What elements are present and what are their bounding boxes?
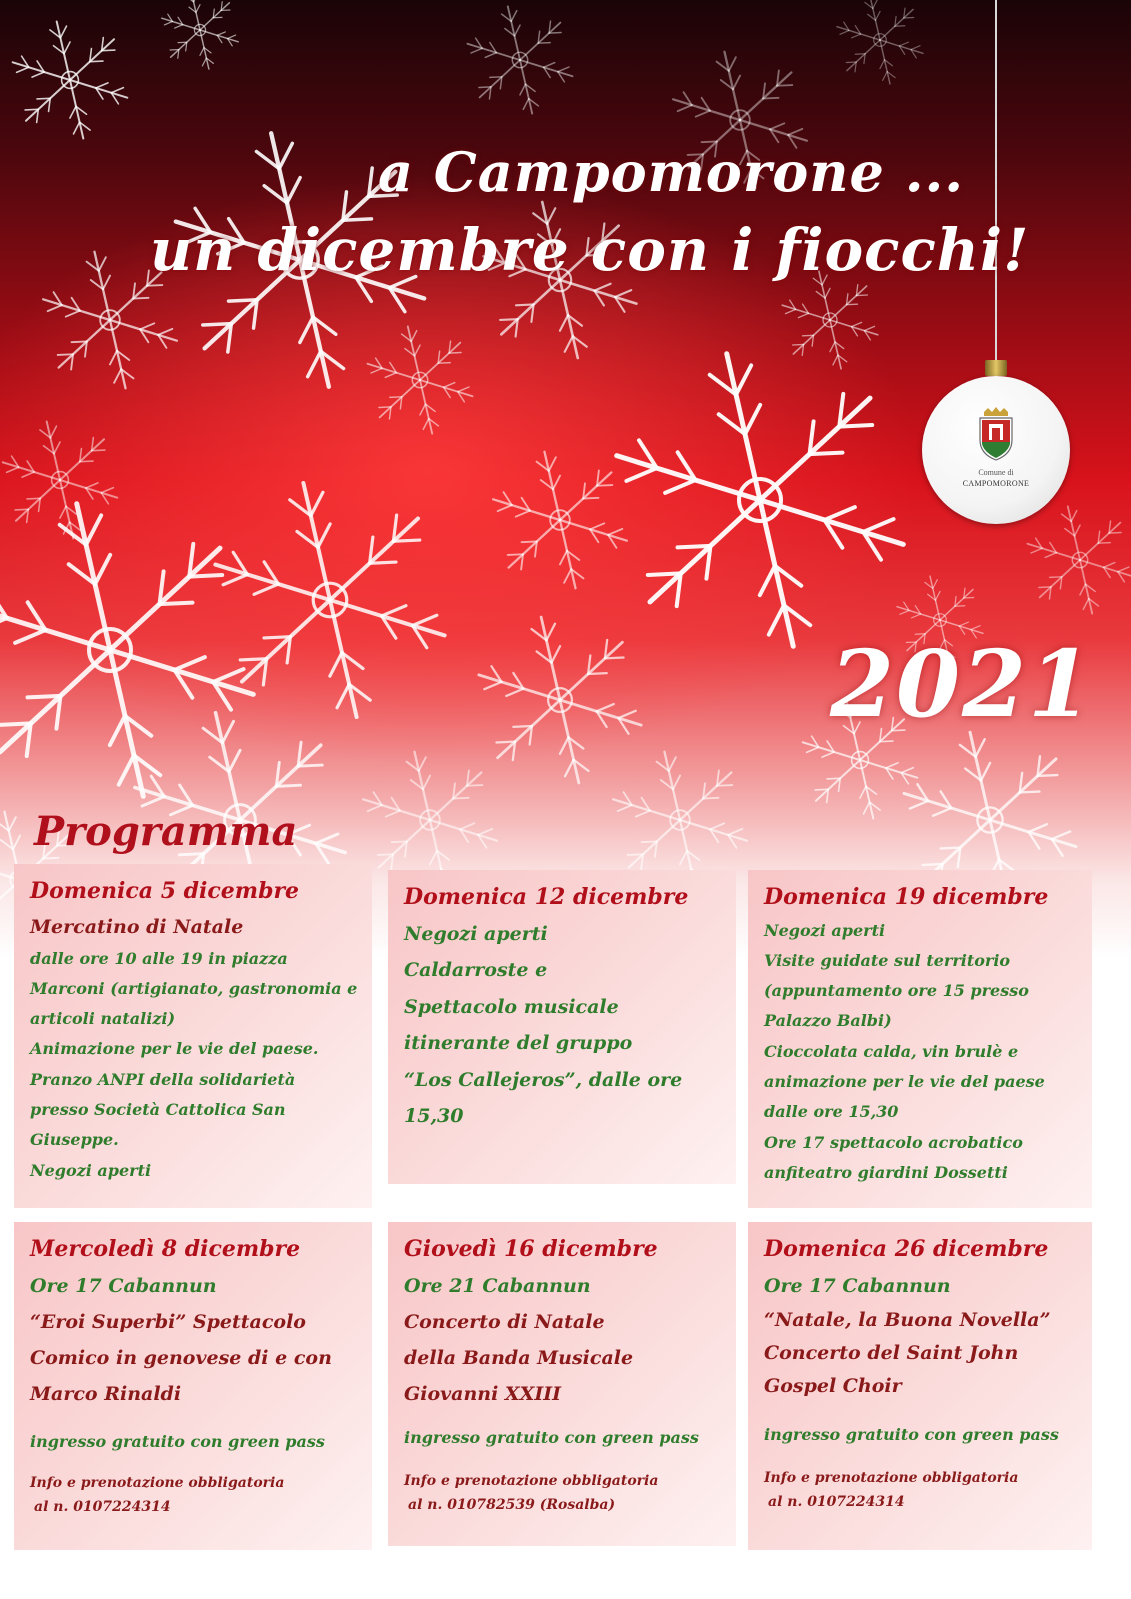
snowflake [367, 326, 472, 433]
event-line: Ore 17 spettacolo acrobatico [764, 1132, 1023, 1152]
event-line: Ore 17 Cabannun [764, 1274, 951, 1297]
event-line: Comico in genovese di e con [30, 1346, 332, 1369]
event-line: animazione per le vie del paese [764, 1071, 1045, 1091]
coat-of-arms-icon [974, 406, 1018, 462]
snowflake [782, 271, 878, 369]
event-line: Animazione per le vie del paese. [30, 1039, 319, 1059]
snowflake [162, 0, 238, 69]
event-line: Palazzo Balbi) [764, 1011, 892, 1031]
title-line-2: un dicembre con i fiocchi! [150, 216, 1030, 284]
event-line: Spettacolo musicale [404, 995, 619, 1018]
event-line: Giuseppe. [30, 1130, 119, 1150]
snowflake [493, 452, 627, 589]
event-line: articoli natalizi) [30, 1009, 176, 1029]
event-line: presso Società Cattolica San [30, 1099, 286, 1119]
programma-heading: Programma [34, 808, 298, 855]
snowflake [479, 617, 641, 783]
info-phone: al n. 010782539 (Rosalba) [408, 1496, 616, 1513]
snowflake [1027, 506, 1131, 613]
info-note: Info e prenotazione obbligatoria [764, 1469, 1019, 1486]
event-line: Gospel Choir [764, 1374, 902, 1397]
event-line: “Los Callejeros”, dalle ore [404, 1068, 683, 1091]
event-date: Domenica 12 dicembre [404, 884, 689, 910]
event-line: dalle ore 10 alle 19 in piazza [30, 948, 288, 968]
comune-name: CAMPOMORONE [962, 479, 1030, 488]
snowflake [0, 504, 253, 797]
event-line: dalle ore 15,30 [764, 1102, 899, 1122]
info-note: Info e prenotazione obbligatoria [30, 1474, 285, 1491]
info-phone: al n. 0107224314 [34, 1498, 171, 1515]
green-pass-note: ingresso gratuito con green pass [30, 1431, 325, 1451]
event-line: Marconi (artigianato, gastronomia e [30, 978, 358, 998]
snowflake [837, 0, 923, 84]
snowflake [613, 752, 747, 889]
event-line: (appuntamento ore 15 presso [764, 981, 1029, 1001]
snowflake [467, 6, 572, 113]
event-card-19-dicembre [748, 870, 1092, 1208]
event-line: Visite guidate sul territorio [764, 950, 1011, 970]
event-line: Cioccolata calda, vin brulè e [764, 1041, 1019, 1061]
event-date: Domenica 5 dicembre [30, 878, 300, 904]
info-note: Info e prenotazione obbligatoria [404, 1472, 659, 1489]
event-date: Domenica 19 dicembre [764, 884, 1049, 910]
event-line: Ore 21 Cabannun [404, 1274, 591, 1297]
event-line: Negozi aperti [764, 920, 886, 940]
info-phone: al n. 0107224314 [768, 1493, 905, 1510]
event-title: Mercatino di Natale [30, 915, 244, 938]
event-line: Marco Rinaldi [30, 1382, 182, 1405]
event-line: 15,30 [404, 1105, 464, 1127]
event-card-16-dicembre [388, 1222, 736, 1546]
snowflake [215, 483, 444, 717]
event-line: anfiteatro giardini Dossetti [764, 1162, 1008, 1182]
event-line: “Natale, la Buona Novella” [764, 1308, 1051, 1331]
event-line: Ore 17 Cabannun [30, 1274, 217, 1297]
event-line: “Eroi Superbi” Spettacolo [30, 1310, 306, 1333]
ornament-string [995, 0, 997, 362]
event-card-5-dicembre [14, 864, 372, 1208]
event-line: Caldarroste e [404, 959, 548, 981]
event-date: Mercoledì 8 dicembre [30, 1236, 301, 1262]
event-line: Pranzo ANPI della solidarietà [30, 1069, 296, 1089]
title-line-1: a Campomorone ... [378, 140, 965, 204]
event-line: Concerto del Saint John [764, 1341, 1019, 1364]
snowflake [13, 21, 128, 138]
event-card-26-dicembre [748, 1222, 1092, 1550]
snowflake [617, 354, 904, 647]
event-card-8-dicembre [14, 1222, 372, 1550]
snowflake [363, 752, 497, 889]
event-card-12-dicembre [388, 870, 736, 1184]
event-line: Concerto di Natale [404, 1310, 605, 1333]
year: 2021 [830, 630, 1095, 738]
event-line: Giovanni XXIII [404, 1382, 562, 1405]
green-pass-note: ingresso gratuito con green pass [764, 1424, 1059, 1444]
event-date: Giovedì 16 dicembre [404, 1236, 658, 1262]
event-date: Domenica 26 dicembre [764, 1236, 1049, 1262]
comune-label: Comune di [978, 468, 1014, 477]
event-line: itinerante del gruppo [404, 1032, 633, 1054]
event-line: Negozi aperti [404, 922, 548, 945]
green-pass-note: ingresso gratuito con green pass [404, 1427, 699, 1447]
event-line: Negozi aperti [30, 1160, 152, 1180]
event-line: della Banda Musicale [404, 1346, 634, 1369]
comune-logo-ornament [922, 376, 1070, 524]
ornament-cap [985, 360, 1007, 376]
